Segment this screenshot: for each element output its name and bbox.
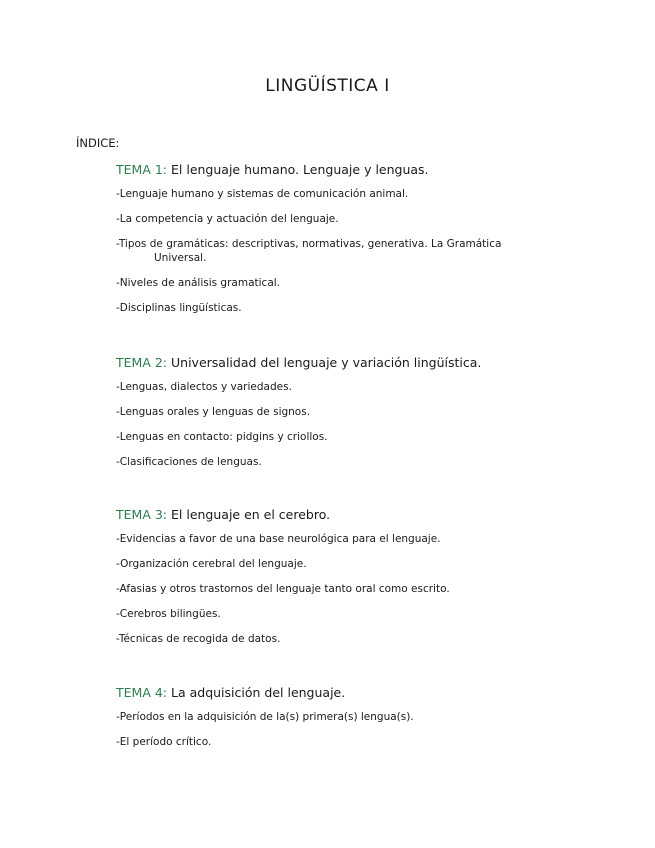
topic-item: -Clasificaciones de lenguas.	[116, 456, 262, 468]
topic-item: -El período crítico.	[116, 736, 212, 748]
tema-title: Universalidad del lenguaje y variación lingüística.	[171, 355, 482, 370]
tema-label: TEMA 4:	[116, 685, 168, 700]
topic-list	[116, 532, 536, 646]
tema-title: El lenguaje humano. Lenguaje y lenguas.	[171, 162, 429, 177]
tema-label: TEMA 3:	[116, 507, 168, 522]
topic-item: -Períodos en la adquisición de la(s) primera(s) lengua(s).	[116, 711, 414, 723]
topic-list	[116, 380, 536, 469]
index-label: ÍNDICE:	[76, 136, 120, 150]
tema-heading	[116, 355, 536, 371]
tema-label: TEMA 2:	[116, 355, 168, 370]
tema-heading	[116, 162, 536, 178]
topic-item-text: -Tipos de gramáticas: descriptivas, normativas, generativa. La Gramática	[116, 238, 502, 250]
topic-item: -Niveles de análisis gramatical.	[116, 277, 281, 289]
topic-item: -Cerebros bilingües.	[116, 608, 221, 620]
document-title: LINGÜÍSTICA I	[265, 76, 390, 96]
topic-list	[116, 710, 536, 749]
topic-item: -Organización cerebral del lenguaje.	[116, 558, 307, 570]
tema-title: La adquisición del lenguaje.	[171, 685, 346, 700]
topic-item-continuation: Universal.	[154, 252, 207, 264]
topic-item: -Lenguas en contacto: pidgins y criollos.	[116, 431, 328, 443]
tema-1-section	[116, 162, 536, 326]
tema-label: TEMA 1:	[116, 162, 168, 177]
tema-3-section	[116, 507, 536, 657]
tema-title: El lenguaje en el cerebro.	[171, 507, 331, 522]
tema-heading	[116, 685, 536, 701]
topic-item: -La competencia y actuación del lenguaje.	[116, 213, 339, 225]
tema-heading	[116, 507, 536, 523]
topic-list	[116, 187, 536, 315]
topic-item: -Técnicas de recogida de datos.	[116, 633, 281, 645]
topic-item: -Afasias y otros trastornos del lenguaje tanto oral como escrito.	[116, 583, 450, 595]
topic-item: -Lenguaje humano y sistemas de comunicación animal.	[116, 188, 409, 200]
tema-4-section	[116, 685, 536, 760]
topic-item	[116, 237, 536, 265]
topic-item: -Lenguas orales y lenguas de signos.	[116, 406, 311, 418]
topic-item: -Disciplinas lingüísticas.	[116, 302, 242, 314]
topic-item: -Lenguas, dialectos y variedades.	[116, 381, 292, 393]
tema-2-section	[116, 355, 536, 480]
topic-item: -Evidencias a favor de una base neurológica para el lenguaje.	[116, 533, 441, 545]
